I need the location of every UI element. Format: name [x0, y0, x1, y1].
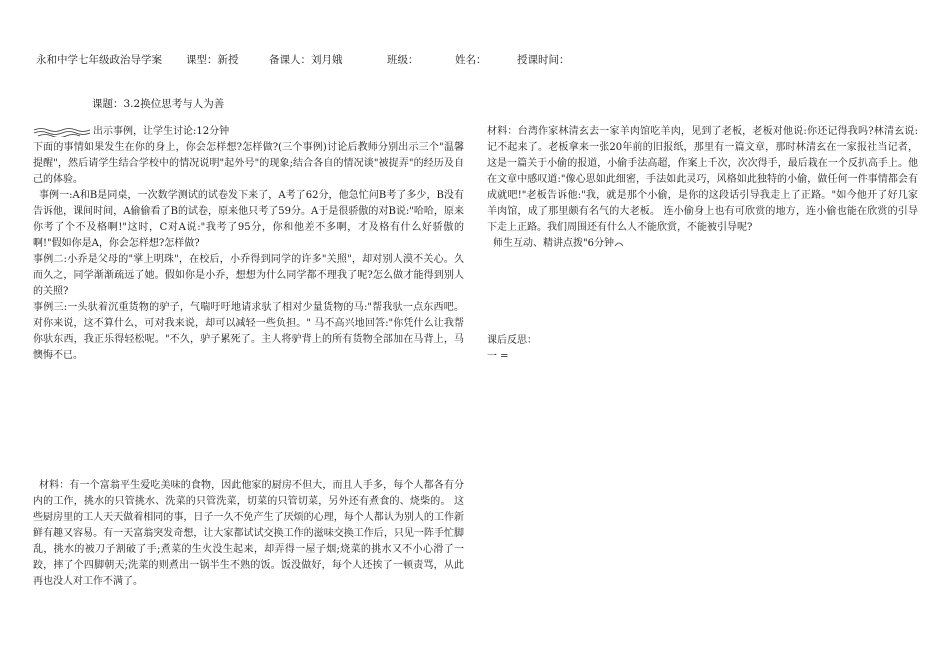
reflection-label: 课后反思： [487, 335, 537, 346]
material-rich-man-kitchen: 材料：有一个富翁平生爱吃美味的食物，因此他家的厨房不但大，而且人手多，每个人都各有分内的工作，挑水的只管挑水、洗菜的只管洗菜，切菜的只管切菜，另外还有煮食的、烧柴的。 这些厨房里的工人天天做着相同的事，日子一久不免产生了厌烦的心理，每个人都认为别人的工作新鲜有趣又容易。有一天富翁突发奇想，让大家都试试交换工作的滋味交换工作后，只见一阵手忙脚乱，挑水的被刀子割破了手;煮菜的生火没生起来，却弄得一屋子烟;烧菜的挑水又不小心滑了一跤，摔了个四脚朝天;洗菜的则煮出一锅半生不熟的饭。饭没做好，每个人还挨了一顿责骂，从此再也没人对工作不满了。 [33, 480, 464, 587]
intro-heading: 出示事例，让学生讨论:12分钟 [93, 126, 230, 137]
material-lin-qingxuan: 材料：台湾作家林清玄去一家羊肉馆吃羊肉，见到了老板，老板对他说:你还记得我吗?林清玄说:记不起来了。老板拿来一张20年前的旧报纸，那里有一篇文章，那时林清玄在一家报社当记者，这是一篇关于小偷的报道，小偷手法高超，作案上千次，次次得手，最后栽在一个反扒高手上。他在文章中感叹道:"像心思如此细密，手法如此灵巧，风格如此独特的小偷，做任何一件事情都会有成就吧!"老板告诉他:"我，就是那个小偷，是你的这段话引导我走上了正路。"如今他开了好几家羊肉馆，成了那里颇有名气的大老板。 连小偷身上也有可欣赏的地方，连小偷也能在欣赏的引导下走上正路。我们周围还有什么人不能欣赏，不能被引导呢? [487, 126, 918, 233]
case-three: 事例三:一头驮着沉重货物的驴子，气喘吁吁地请求驮了相对少量货物的马:"帮我驮一点东西吧。对你来说，这不算什么，可对我来说，却可以减轻一些负担。" 马不高兴地回答:"你凭什么让我帮你驮东西，我正乐得轻松呢。"不久，驴子累死了。主人将驴背上的所有货物全部加在马背上，马懊悔不已。 [33, 302, 464, 361]
right-column-top [487, 124, 918, 252]
school-course-title: 永和中学七年级政治导学案 [36, 54, 162, 66]
reflection-section [487, 333, 918, 365]
lesson-title: 课题：3.2换位思考与人为善 [92, 98, 225, 110]
case-two: 事例二:小乔是父母的"掌上明珠"，在校后，小乔得到同学的许多"关照"，却对别人漠不关心。久而久之，同学渐渐疏远了她。假如你是小乔，想想为什么同学都不理我了呢?怎么做才能得到别人的关照? [33, 254, 464, 297]
time-field-label: 授课时间： [517, 54, 570, 66]
case-one: 事例一:A和B是同桌，一次数学测试的试卷发下来了，A考了62分，他急忙问B考了多少，B没有告诉他，课间时间，A偷偷看了B的试卷，原来他只考了59分。A于是很骄傲的对B说:"哈哈，原来你考了个不及格啊!"这时，C对A说:"我考了95分，你和他差不多啊，才及格有什么好骄傲的啊!"假如你是A，你会怎样想?怎样做? [33, 190, 464, 249]
class-field-label: 班级： [387, 54, 419, 66]
interaction-heading-line [487, 236, 918, 252]
reflection-mark: 一 = [487, 351, 509, 362]
name-field-label: 姓名： [455, 54, 487, 66]
left-column-bottom [33, 478, 464, 590]
left-column-top [33, 124, 464, 364]
lesson-preparer: 备课人：刘月娥 [269, 54, 343, 66]
interaction-heading: 师生互动、精讲点拨"6分钟 [493, 238, 614, 249]
wave-mark-icon [614, 240, 624, 248]
intro-heading-line [33, 124, 464, 140]
discussion-instruction: 下面的事情如果发生在你的身上，你会怎样想?怎样做?(三个事例)讨论后教师分别出示三个"温馨提醒"，然后请学生结合学校中的情况说明"起外号"的现象;结合各自的情况谈"被捉弄"的经历及自己的体验。 [33, 142, 464, 185]
lesson-type: 课型：新授 [186, 54, 239, 66]
wave-ornament-icon [33, 127, 91, 137]
